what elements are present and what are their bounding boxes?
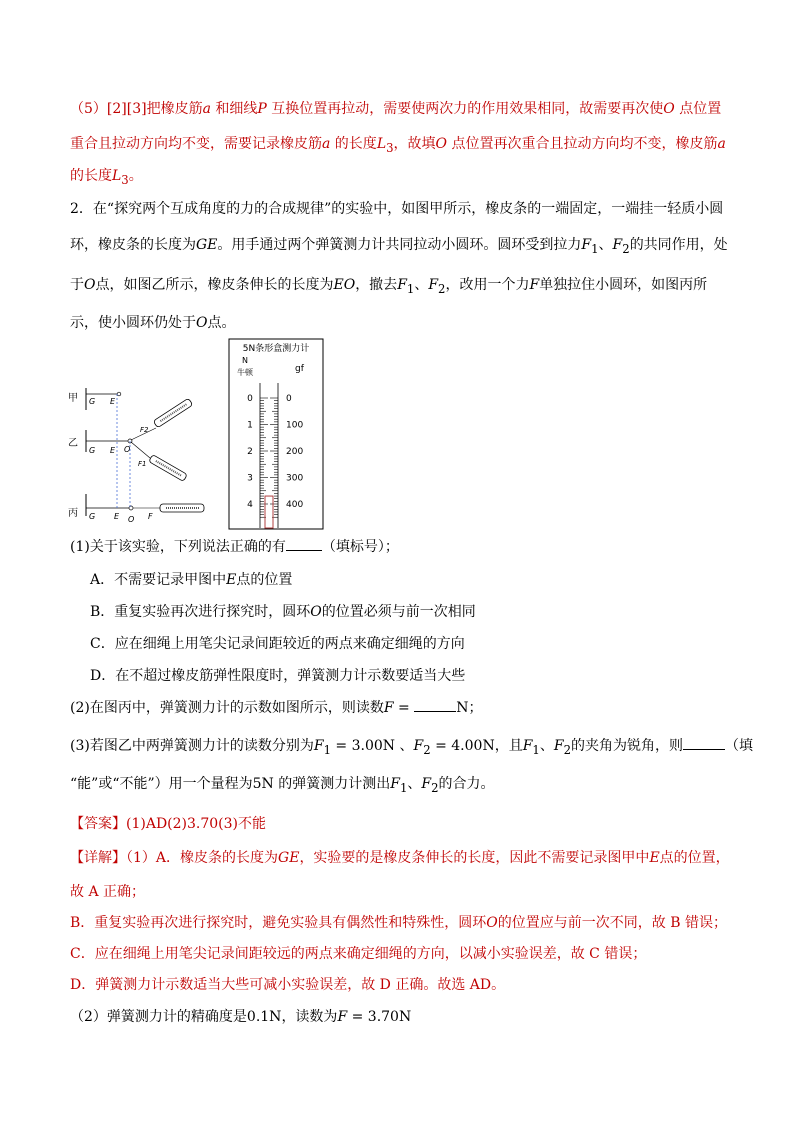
gauge-label-gf: 100: [286, 420, 304, 431]
q2-line-4: 示，使小圆环仍处于O点。: [70, 315, 236, 331]
option-d: D．在不超过橡皮筋弹性限度时，弹簧测力计示数要适当大些: [90, 668, 466, 684]
experiment-diagram: [68, 380, 218, 528]
label-bing: 丙: [68, 508, 78, 519]
spring-scale-bing: [160, 504, 204, 512]
sub3-line-1: (3)若图乙中两弹簧测力计的读数分别为$F_1 = 3.00N$ 、$F_2 = 4.00N$，且$F_1$、$F_2$的夹角为锐角，则 （填: [70, 738, 753, 757]
label-F-bing: F: [148, 512, 153, 521]
option-b: B．重复实验再次进行探究时，圆环O的位置必须与前一次相同: [90, 604, 476, 620]
detail-line-5: D．弹簧测力计示数适当大些可减小实验误差，故 D 正确。故选 AD。: [70, 977, 506, 993]
part5-line-2: 重合且拉动方向均不变，需要记录橡皮筋a 的长度$L_3$，故填O 点位置再次重合且拉动方向均不变，橡皮筋a: [70, 136, 726, 155]
option-c: C．应在细绳上用笔尖记录间距较近的两点来确定细绳的方向: [90, 636, 465, 652]
q2-line-1: 2．在“探究两个互成角度的力的合成规律”的实验中，如图甲所示，橡皮条的一端固定，一端挂一轻质小圆: [70, 201, 724, 217]
option-a: A．不需要记录甲图中E点的位置: [90, 572, 293, 588]
detail-line-1: 【详解】（1）A．橡皮条的长度为GE，实验要的是橡皮条伸长的长度，因此不需要记录图甲中E点的位置，: [70, 850, 730, 866]
sub1-stem: (1)关于该实验，下列说法正确的有 （填标号）；: [70, 539, 399, 555]
gauge-title: 5N条形盒测力计: [242, 344, 310, 354]
gauge-label-newton: 0: [247, 394, 253, 404]
label-O-bing: O: [128, 515, 135, 524]
part5-line-3: 的长度$L_3$。: [70, 168, 143, 187]
q2-line-2: 环，橡皮条的长度为GE。用手通过两个弹簧测力计共同拉动小圆环。圆环受到拉力$F_1$、$F_2$的共同作用，处: [70, 237, 728, 256]
gauge-label-newton: 4: [247, 500, 253, 510]
spring-scale-gauge: [228, 338, 324, 530]
answer-blank-2[interactable]: [414, 699, 456, 712]
label-E-yi: E: [110, 446, 116, 455]
label-G-jia: G: [89, 397, 96, 406]
gauge-label-newton: 1: [247, 420, 253, 431]
sub3-line-2: “能”或“不能”）用一个量程为5N 的弹簧测力计测出$F_1$、$F_2$的合力。: [70, 776, 495, 795]
spring-scale-F1: [149, 455, 188, 482]
label-jia: 甲: [68, 393, 78, 404]
answer-blank-1[interactable]: [286, 538, 322, 551]
spring-scale-F2: [153, 398, 193, 428]
label-O-yi: O: [124, 445, 131, 454]
unit-newton: 牛顿: [237, 368, 253, 377]
gauge-label-gf: 400: [286, 500, 304, 510]
label-yi: 乙: [68, 438, 78, 449]
label-G-yi: G: [89, 446, 96, 455]
label-F2: F2: [140, 426, 149, 434]
label-E-jia: E: [110, 397, 116, 406]
detail-line-4: C．应在细绳上用笔尖记录间距较远的两点来确定细绳的方向，以减小实验误差，故 C 错误；: [70, 946, 647, 962]
unit-N: N: [242, 356, 248, 365]
gauge-label-gf: 300: [286, 473, 304, 484]
label-G-bing: G: [89, 512, 96, 521]
gauge-label-gf: 200: [286, 447, 304, 457]
label-F1: F1: [138, 460, 147, 468]
gauge-label-newton: 2: [247, 447, 253, 457]
unit-gf: gf: [295, 364, 304, 374]
part5-line-1: （5）[2][3]把橡皮筋a 和细线P 互换位置再拉动，需要使两次力的作用效果相同，故需要再次使O 点位置: [70, 101, 722, 117]
label-E-bing: E: [114, 512, 120, 521]
gauge-label-gf: 0: [286, 394, 292, 404]
gauge-label-newton: 3: [247, 473, 253, 484]
detail-line-2: 故 A 正确；: [70, 884, 146, 900]
sub2: (2)在图丙中，弹簧测力计的示数如图所示，则读数F = N；: [70, 700, 483, 716]
q2-line-3: 于O点，如图乙所示，橡皮条伸长的长度为EO，撤去$F_1$、$F_2$，改用一个力F单独拉住小圆环，如图丙所: [70, 277, 708, 296]
answer-blank-3[interactable]: [683, 737, 725, 750]
detail-line-6: （2）弹簧测力计的精确度是0.1N，读数为F = 3.70N: [70, 1009, 412, 1025]
detail-line-3: B．重复实验再次进行探究时，避免实验具有偶然性和特殊性，圆环O的位置应与前一次不同，故 B 错误；: [70, 915, 727, 931]
answer-line: 【答案】(1)AD(2)3.70(3)不能: [70, 816, 267, 832]
